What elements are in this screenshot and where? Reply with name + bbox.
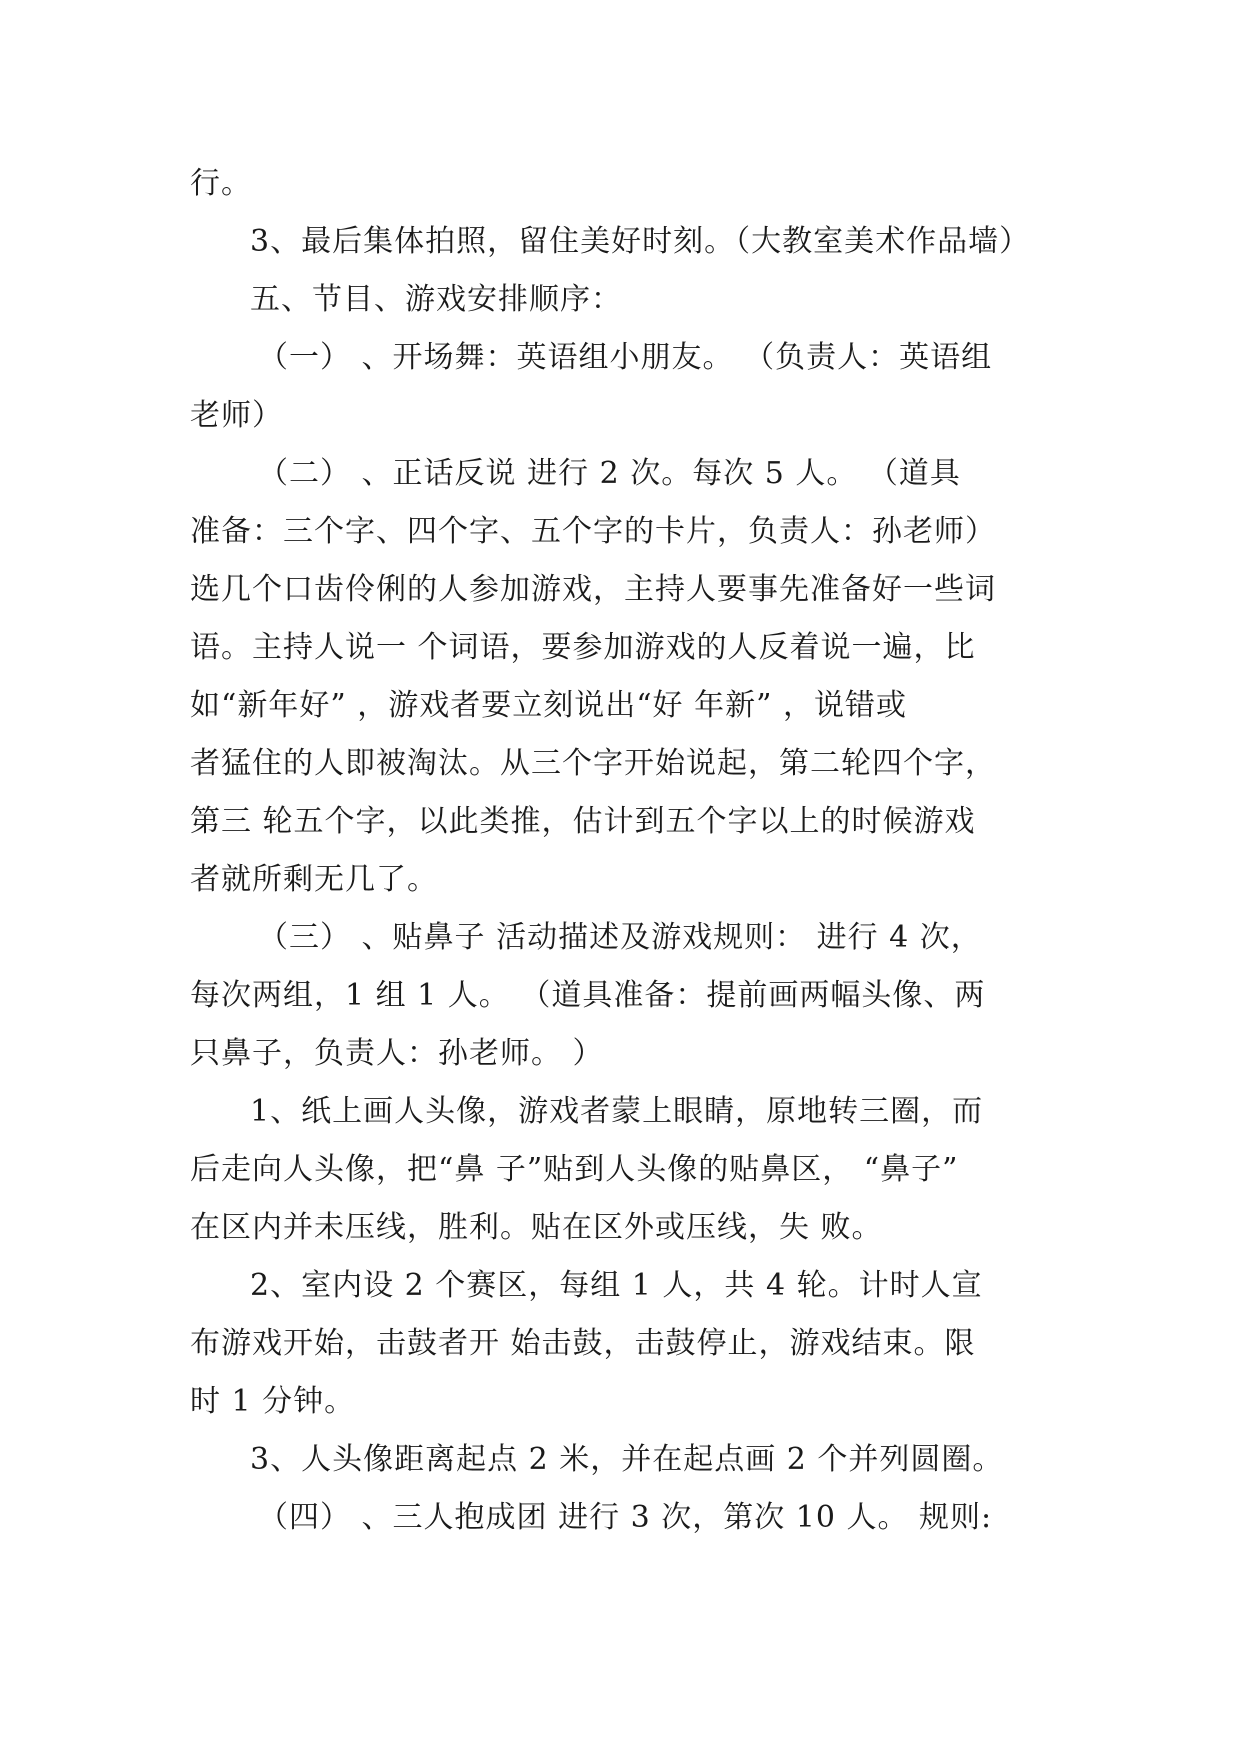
text-line: 2、室内设 2 个赛区，每组 1 人，共 4 轮。计时人宣 (250, 1268, 983, 1303)
text-line: 准备：三个字、四个字、五个字的卡片，负责人：孙老师） (190, 514, 996, 549)
text-line: 1、纸上画人头像，游戏者蒙上眼睛，原地转三圈，而 (250, 1094, 984, 1129)
text-line: 后走向人头像，把“鼻 子”贴到人头像的贴鼻区， “鼻子” (190, 1152, 959, 1187)
text-line: 在区内并未压线，胜利。贴在区外或压线，失 败。 (190, 1210, 883, 1245)
text-line: 布游戏开始，击鼓者开 始击鼓，击鼓停止，游戏结束。限 (190, 1326, 976, 1361)
text-line: 每次两组，1 组 1 人。 （道具准备：提前画两幅头像、两 (190, 978, 986, 1013)
text-line: 行。 (190, 166, 252, 201)
text-line: （一） 、开场舞：英语组小朋友。 （负责人：英语组 (258, 340, 993, 375)
text-line: （三） 、贴鼻子 活动描述及游戏规则： 进行 4 次， (258, 920, 982, 955)
text-line: 时 1 分钟。 (190, 1384, 356, 1419)
text-line: 3、人头像距离起点 2 米，并在起点画 2 个并列圆圈。 (250, 1442, 1004, 1477)
text-line: 选几个口齿伶俐的人参加游戏，主持人要事先准备好一些词 (190, 572, 996, 607)
text-line: （四） 、三人抱成团 进行 3 次，第次 10 人。 规则: (258, 1500, 993, 1535)
text-line: 者猛住的人即被淘汰。从三个字开始说起，第二轮四个字， (190, 746, 996, 781)
text-line: 五、节目、游戏安排顺序： (250, 282, 622, 317)
text-line: 者就所剩无几了。 (190, 862, 438, 897)
text-line: 第三 轮五个字，以此类推，估计到五个字以上的时候游戏 (190, 804, 976, 839)
text-line: 3、最后集体拍照，留住美好时刻。（大教室美术作品墙） (250, 224, 1031, 259)
text-line: 只鼻子，负责人：孙老师。 ） (190, 1036, 604, 1071)
text-line: （二） 、正话反说 进行 2 次。每次 5 人。 （道具 (258, 456, 961, 491)
document-body (190, 155, 1050, 1547)
text-line: 如“新年好” ，游戏者要立刻说出“好 年新” ，说错或 (190, 688, 907, 723)
text-line: 语。主持人说一 个词语，要参加游戏的人反着说一遍，比 (190, 630, 976, 665)
text-line: 老师） (190, 398, 283, 433)
